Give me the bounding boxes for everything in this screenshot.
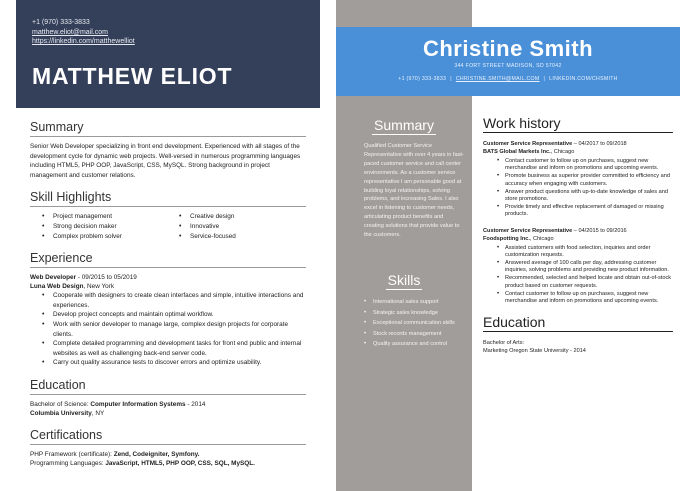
skills-section [30,190,306,241]
job-bullet: • Promote business as superior provider committed to efficiency and accuracy when engaging with customers. [497,173,673,188]
candidate-name: MATTHEW ELIOT [32,63,233,89]
job-entry [483,140,673,219]
job-bullet: • Recommended, selected and helped locate and obtain out-of-stock product based on customer requests. [497,275,673,290]
job-location: , Chicago [529,235,554,242]
cert-prefix: PHP Framework (certificate): [30,450,114,458]
email-link[interactable]: matthew.eliot@mail.com [32,28,108,36]
resume-body [30,120,306,478]
skill-item: • Strategic sales knowledge [364,308,468,319]
job-role: Web Developer [30,274,77,282]
candidate-name: Christine Smith [422,36,594,61]
job-bullet: • Complete detailed programming and development tasks for front end public and internal websites as well as challenging back-end server code. [42,339,306,358]
job-company-line [483,148,673,156]
job-bullet: • Carry out quality assurance tests to discover errors and optimize usability. [42,358,306,368]
education-title: Education [483,314,673,332]
certifications-section [30,428,306,468]
skill-item: • Service-focused [179,232,306,242]
skill-item: • Project management [42,212,169,222]
phone-number: +1 (970) 333-3833 [398,76,447,82]
job-bullet: • Contact customer to follow up on purchases, suggest new merchandise and inform on promotions and upcoming events. [497,158,673,173]
job-bullets [483,245,673,306]
cert-value: JavaScript, HTML5, PHP OOP, CSS, SQL, MySQL. [105,459,255,467]
job-title-line [30,273,306,282]
skill-item: • Strong decision maker [42,222,169,232]
phone-number: +1 (970) 333-3833 [32,19,90,26]
experience-section [30,251,306,368]
job-bullet: • Contact customer to follow up on purchases, suggest new merchandise and inform on promotions and upcoming events. [497,291,673,306]
job-title-line [483,140,673,148]
education-section [30,378,306,418]
job-dates: - 09/2015 to 05/2019 [76,274,137,282]
skills-list [30,212,306,241]
job-location: , Chicago [550,149,575,155]
contact-line [336,76,680,82]
school-location: , NY [91,409,105,417]
section-title: Summary [30,120,306,137]
school-line: Marketing Oregon State University - 2014 [483,347,586,354]
skill-item: • Exceptional communication skills [364,318,468,329]
skills-title-text: Skills [387,272,421,288]
job-bullet: • Provide timely and effective replacement of damaged or missing products. [497,204,673,219]
job-bullets [483,158,673,219]
job-bullet: • Answer product questions with up-to-date knowledge of sales and store promotions. [497,189,673,204]
separator: | [450,76,452,82]
job-company: Luna Web Design [30,283,84,291]
job-title-line [483,227,673,235]
cert-value: Zend, Codeigniter, Symfony. [113,450,200,458]
section-title: Skill Highlights [30,190,306,207]
section-title: Education [30,378,306,395]
cert-prefix: Programming Languages: [30,459,106,467]
section-title: Certifications [30,428,306,445]
job-location: , New York [83,283,115,291]
degree-name: Computer Information Systems [90,400,186,408]
degree-year: - 2014 [185,400,206,408]
job-bullet: • Develop project concepts and maintain optimal workflow. [42,310,306,320]
degree-line: Bachelor of Arts: [483,339,525,346]
degree-line [30,400,306,409]
skill-item: • Quality assurance and control [364,339,468,350]
job-dates: – 04/2017 to 09/2018 [572,141,627,147]
email-link[interactable]: CHRISTINE.SMITH@MAIL.COM [455,76,540,82]
summary-section [30,120,306,180]
job-bullet: • Answered average of 100 calls per day, addressing customer inquiries, solving problems and providing new product information. [497,260,673,275]
skill-item: • International sales support [364,297,468,308]
skills-title [336,272,472,288]
job-role: Customer Service Representative [483,227,573,234]
job-company-line [483,235,673,243]
job-bullet: • Cooperate with designers to create clean interfaces and simple, intuitive interactions and experiences. [42,291,306,310]
summary-title-text: Summary [374,117,434,133]
education-section [483,314,673,355]
resume-christine-smith [336,0,680,491]
address: 344 FORT STREET MADISON, SD 57042 [454,63,562,69]
skill-item: • Complex problem solver [42,232,169,242]
linkedin-link[interactable]: LINKEDIN.COM/CHSMITH [549,76,618,82]
degree-prefix: Bachelor of Science: [30,400,91,408]
job-company: BATS Global Markets Inc. [483,149,551,155]
skill-item: • Creative design [179,212,306,222]
job-bullet: • Work with senior developer to manage large, complex design projects for corporate clients. [42,320,306,339]
job-company-line [30,282,306,291]
resume-matthew-eliot [0,0,336,491]
job-bullets [30,291,306,368]
summary-text: Qualified Customer Service Representative with over 4 years in fast-paced customer service and call center environments. As a customer service representative I am personable good at building loyal relationships, solving problems, and increasing Sales. I also excel in listening to customer needs, articulating product benefits and creating solutions that provide value to the customers. [364,143,464,239]
job-role: Customer Service Representative [483,141,573,147]
job-dates: – 04/2015 to 09/2016 [572,227,627,234]
job-company: Foodspotting Inc. [483,235,530,242]
resume-header [16,0,320,108]
school-line [30,409,306,418]
summary-text: Senior Web Developer specializing in front end development. Experienced with all stages of the development cycle for dynamic web projects. Well-versed in numerous programming languages including HTML5, PHP OOP, JavaScript, CSS, MySQL. Strong background in project management and customer relations. [30,143,301,179]
separator: | [543,76,546,82]
work-column [483,115,673,355]
certification-line [30,459,306,468]
job-entry [483,227,673,306]
skill-item: • Innovative [179,222,306,232]
certification-line [30,450,306,459]
section-title: Experience [30,251,306,268]
linkedin-link[interactable]: https://linkedin.com/matthewelliot [32,38,135,45]
work-history-title: Work history [483,115,673,133]
skill-item: • Stock records management [364,329,468,340]
school-name: Columbia University [30,409,92,417]
job-bullet: • Assisted customers with food selection, inquiries and order customization requests. [497,245,673,260]
skills-list [364,297,468,350]
contact-block [32,18,135,47]
summary-title [336,117,472,133]
